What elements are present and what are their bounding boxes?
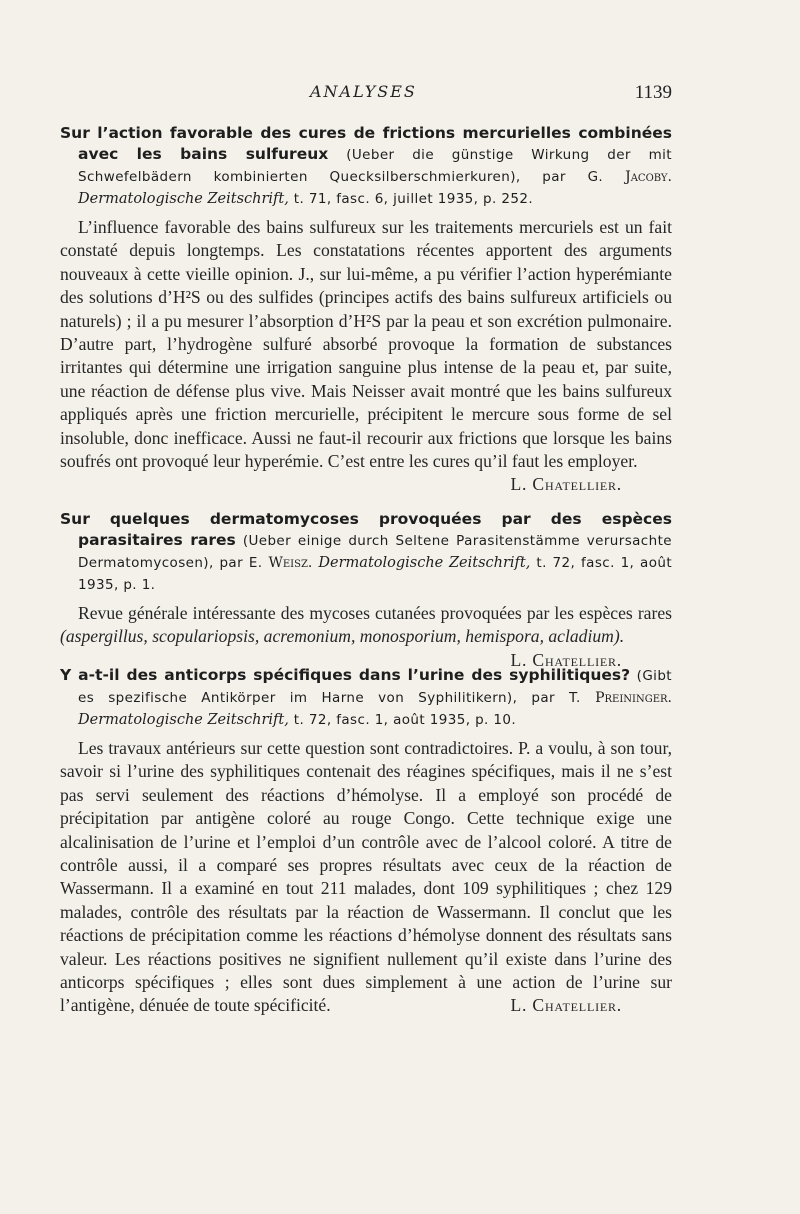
- article-body-text: Les travaux antérieurs sur cette question sont contradictoires. P. a voulu, à son tour, savoir si l’urine des syphilitiques contenait des réagines spécifiques, mais il ne s’est pas servi seulement des réactions d’hémolyse. Il a employé son procédé de précipitation par antigène coloré au rouge Congo. Cette technique exige une alcalinisation de l’urine et l’emploi d’un contrôle avec de l’alcool coloré. A titre de contrôle aussi, il a comparé ses propres résultats avec ceux de la réaction de Wassermann. Il a examiné en tout 211 malades, dont 109 syphilitiques ; chez 129 malades, contrôle des résultats par la réaction de Wassermann. Il conclut que les réactions de précipitation comme les réactions d’hémolyse donnent des résultats sans valeur. Les réactions positives ne signifient nullement qu’il existe dans l’urine des anticorps spécifiques ; elles sont dues simplement à une action de l’urine sur l’antigène, dénuée de toute spécificité.: [60, 738, 672, 1016]
- page-number: 1139: [634, 82, 672, 103]
- article-dermatomycoses: [60, 509, 672, 672]
- article-citation: t. 72, fasc. 1, août 1935, p. 1.: [78, 555, 673, 593]
- article-title: [60, 665, 672, 731]
- page-header: [60, 82, 672, 108]
- article-body-text: L’influence favorable des bains sulfureux sur les traitements mercuriels est un fait constaté depuis longtemps. Les constatations récentes apportent des arguments nouveaux à cette vieille opinion. J., sur lui-même, a pu vérifier l’action hyperémiante des solutions d’H²S ou des sulfides (principes actifs des bains sulfureux artificiels ou naturels) ; il a pu mesurer l’absorption d’H²S par la peau et son excrétion pulmonaire. D’autre part, l’hydrogène sulfuré absorbé provoque la formation de substances irritantes qui détermine une irrigation sanguine plus intense de la peau et, par suite, une réaction de défense plus vive. Mais Neisser avait montré que les bains sulfureux appliqués après une friction mercurielle, précipitent le mercure sous forme de sel insoluble, donc inefficace. Aussi ne faut-il recourir aux frictions que lorsque les bains soufrés ont provoqué leur hyperémie. C’est entre les cures qu’il faut les employer.: [60, 217, 672, 472]
- article-body: [60, 216, 672, 495]
- article-title-main: Y a-t-il des anticorps spécifiques dans l’urine des syphilitiques?: [60, 666, 631, 684]
- article-title: [60, 509, 672, 596]
- running-title: ANALYSES: [310, 82, 417, 101]
- article-title-german: (Ueber die günstige Wirkung der mit Schwefelbädern kombinierten Quecksilberschmierkuren), par G.: [78, 147, 672, 185]
- article-journal: Dermatologische Zeitschrift,: [78, 191, 289, 207]
- article-signature: L. Chatellier.: [510, 649, 622, 670]
- article-body: [60, 602, 672, 670]
- article-journal: Dermatologische Zeitschrift,: [78, 712, 289, 728]
- article-title-main: Sur quelques dermatomycoses provoquées par des espèces parasitaires rares: [60, 510, 672, 549]
- article-body-text: Revue générale intéressante des mycoses cutanées provoquées par les espèces rares: [78, 603, 672, 623]
- article-body-italic: (aspergillus, scopulariopsis, acremonium, monosporium, hemispora, acladium).: [60, 626, 625, 647]
- article-urine-antibodies: [60, 665, 672, 1018]
- article-citation: t. 72, fasc. 1, août 1935, p. 10.: [293, 712, 517, 728]
- article-title-german: (Gibt es spezifische Antikörper im Harne von Syphilitikern), par T.: [78, 668, 672, 706]
- article-journal: Dermatologische Zeitschrift,: [318, 555, 531, 571]
- article-title-german: (Ueber einige durch Seltene Parasitenstämme verursachte Dermatomycosen), par E.: [78, 533, 672, 571]
- article-author: Jacoby.: [625, 169, 672, 185]
- article-title-main: Sur l’action favorable des cures de frictions mercurielles combinées avec les bains sulfureux: [60, 124, 672, 163]
- article-author: Preininger.: [595, 690, 672, 706]
- article-body: [60, 737, 672, 1018]
- article-signature: L. Chatellier.: [510, 995, 622, 1016]
- article-author: Weisz.: [268, 555, 313, 571]
- article-citation: t. 71, fasc. 6, juillet 1935, p. 252.: [293, 191, 534, 207]
- article-mercurial-frictions: [60, 123, 672, 497]
- article-signature: L. Chatellier.: [510, 474, 622, 495]
- article-title: [60, 123, 672, 210]
